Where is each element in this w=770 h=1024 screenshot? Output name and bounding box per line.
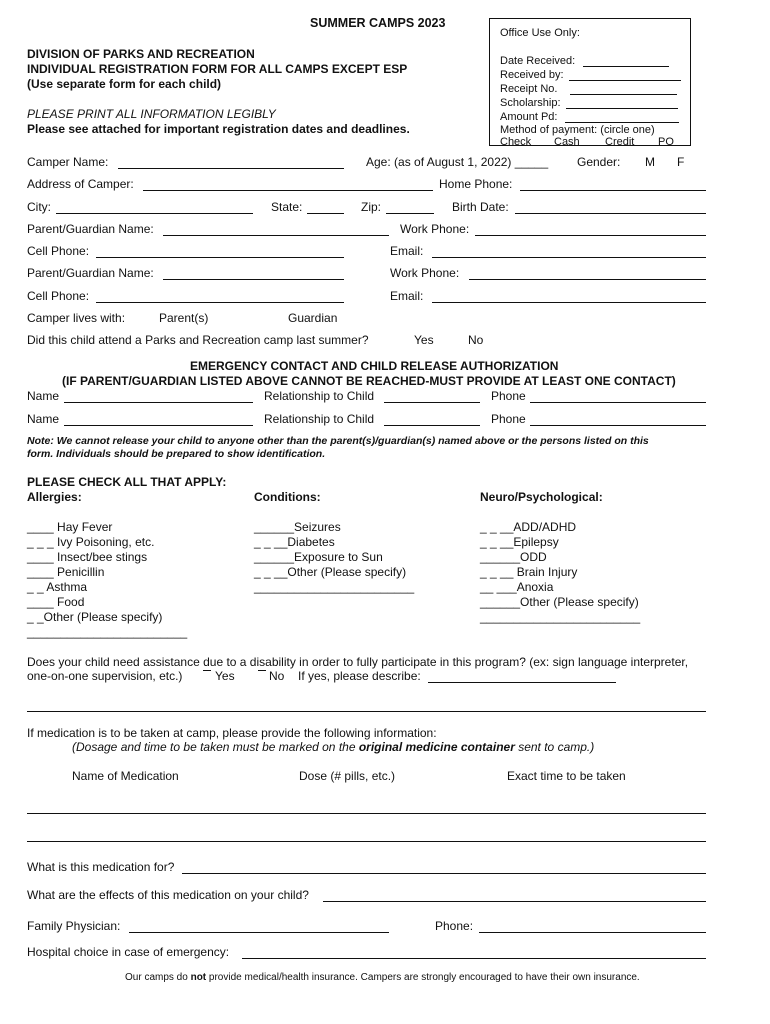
neuro-title: Neuro/Psychological: [480,490,603,504]
work-phone-1-label: Work Phone: [400,222,470,236]
city-label: City: [27,200,51,214]
insurance-footer-note [125,972,640,984]
footer-part1: Our camps do [125,972,191,983]
allergy-insect-stings[interactable]: ____ Insect/bee stings [27,550,148,564]
scholarship-label: Scholarship: [500,97,561,109]
form-title: SUMMER CAMPS 2023 [310,16,446,30]
emergency-phone-1-label: Phone [491,389,526,403]
medication-name-header: Name of Medication [72,769,179,783]
birth-date-label: Birth Date: [452,200,509,214]
disability-yes-checkbox[interactable] [203,670,211,671]
condition-sun-exposure[interactable]: ______Exposure to Sun [254,550,383,564]
medication-intro: If medication is to be taken at camp, please provide the following information: [27,726,437,740]
physician-phone-label: Phone: [435,919,474,933]
medication-purpose-label: What is this medication for? [27,860,175,874]
birth-date-field[interactable] [515,213,706,214]
physician-field[interactable] [129,932,389,933]
medication-instruction-part3: sent to camp.) [514,740,595,754]
disability-yes-option[interactable]: Yes [215,669,235,683]
emergency-name-1-label: Name [27,389,60,403]
allergy-food[interactable]: ____ Food [27,595,85,609]
allergy-hay-fever[interactable]: ____ Hay Fever [27,520,113,534]
work-phone-1-field[interactable] [475,235,706,236]
condition-other-specify-field[interactable]: ________________________ [254,580,415,594]
condition-other[interactable]: _ _ __Other (Please specify) [254,565,407,579]
medication-dose-header: Dose (# pills, etc.) [299,769,396,783]
guardian-name-2-label: Parent/Guardian Name: [27,266,154,280]
emergency-phone-1-field[interactable] [530,402,706,403]
receipt-no-field[interactable] [570,94,677,95]
payment-check-option[interactable]: Check [500,136,532,148]
state-field[interactable] [307,213,344,214]
date-received-label: Date Received: [500,55,576,67]
received-by-field[interactable] [569,80,681,81]
home-phone-field[interactable] [520,190,706,191]
date-received-field[interactable] [583,66,669,67]
medication-instruction-part1: (Dosage and time to be taken must be marked on the [72,740,359,754]
disability-describe-field[interactable] [428,682,616,683]
footer-part3: provide medical/health insurance. Campers are strongly encouraged to have their own insurance. [206,972,640,983]
allergies-title: Allergies: [27,490,82,504]
see-attached-note: Please see attached for important registration dates and deadlines. [27,122,410,136]
email-1-label: Email: [390,244,424,258]
neuro-odd[interactable]: ______ODD [480,550,547,564]
camper-name-field[interactable] [118,168,344,169]
neuro-other-specify-field[interactable]: ________________________ [480,610,641,624]
home-phone-label: Home Phone: [439,177,513,191]
medication-instruction [72,741,594,755]
address-label: Address of Camper: [27,177,134,191]
medication-effects-field[interactable] [323,901,706,902]
emergency-subheading: (IF PARENT/GUARDIAN LISTED ABOVE CANNOT BE REACHED-MUST PROVIDE AT LEAST ONE CONTACT) [62,374,676,388]
lives-with-parents-option[interactable]: Parent(s) [159,311,209,325]
allergy-other[interactable]: _ _Other (Please specify) [27,610,163,624]
email-2-field[interactable] [432,302,706,303]
payment-method-label: Method of payment: (circle one) [500,124,655,136]
emergency-relationship-1-label: Relationship to Child [264,389,375,403]
cell-phone-2-field[interactable] [96,302,344,303]
medication-purpose-field[interactable] [182,873,706,874]
medication-effects-label: What are the effects of this medication on your child? [27,888,309,902]
emergency-phone-2-field[interactable] [530,425,706,426]
payment-credit-option[interactable]: Credit [605,136,635,148]
disability-no-checkbox[interactable] [258,670,266,671]
release-note-line1: Note: We cannot release your child to anyone other than the parent(s)/guardian(s) named above or the persons listed on this [27,435,649,447]
attended-no-option[interactable]: No [468,333,484,347]
lives-with-label: Camper lives with: [27,311,126,325]
email-1-field[interactable] [432,257,706,258]
emergency-name-1-field[interactable] [64,402,253,403]
work-phone-2-label: Work Phone: [390,266,460,280]
guardian-name-1-field[interactable] [163,235,389,236]
separate-form-note: (Use separate form for each child) [27,77,222,91]
disability-question-line1: Does your child need assistance due to a disability in order to fully participate in this program? (ex: sign language interpreter, [27,655,689,669]
cell-phone-2-label: Cell Phone: [27,289,90,303]
allergy-asthma[interactable]: _ _ Asthma [27,580,88,594]
neuro-brain-injury[interactable]: _ _ __ Brain Injury [480,565,578,579]
check-all-heading: PLEASE CHECK ALL THAT APPLY: [27,475,227,489]
age-label[interactable]: Age: (as of August 1, 2022) _____ [366,155,549,169]
email-2-label: Email: [390,289,424,303]
gender-f-option[interactable]: F [677,155,685,169]
conditions-title: Conditions: [254,490,321,504]
print-legibly-note: PLEASE PRINT ALL INFORMATION LEGIBLY [27,107,276,121]
disability-no-option[interactable]: No [269,669,285,683]
condition-seizures[interactable]: ______Seizures [254,520,341,534]
receipt-no-label: Receipt No. [500,83,558,95]
guardian-name-2-field[interactable] [163,279,344,280]
hospital-field[interactable] [242,958,706,959]
lives-with-guardian-option[interactable]: Guardian [288,311,338,325]
zip-label: Zip: [361,200,382,214]
neuro-add-adhd[interactable]: _ _ __ADD/ADHD [480,520,577,534]
payment-po-option[interactable]: PO [658,136,674,148]
received-by-label: Received by: [500,69,564,81]
zip-field[interactable] [386,213,434,214]
medication-instruction-emphasis: original medicine container [358,740,515,754]
neuro-other[interactable]: ______Other (Please specify) [480,595,639,609]
office-use-title: Office Use Only: [500,27,580,39]
medication-entry-line-2[interactable] [27,841,706,842]
physician-label: Family Physician: [27,919,121,933]
division-name: DIVISION OF PARKS AND RECREATION [27,47,255,61]
emergency-heading: EMERGENCY CONTACT AND CHILD RELEASE AUTHORIZATION [190,359,559,373]
allergy-penicillin[interactable]: ____ Penicillin [27,565,105,579]
allergy-other-specify-field[interactable]: ________________________ [27,625,188,639]
neuro-epilepsy[interactable]: _ _ __Epilepsy [480,535,559,549]
address-field[interactable] [143,190,433,191]
emergency-relationship-1-field[interactable] [384,402,480,403]
disability-describe-label: If yes, please describe: [298,669,421,683]
state-label: State: [271,200,303,214]
emergency-relationship-2-label: Relationship to Child [264,412,375,426]
office-use-box [489,18,691,146]
condition-diabetes[interactable]: _ _ __Diabetes [254,535,335,549]
city-field[interactable] [56,213,253,214]
footer-emphasis: not [190,972,207,983]
payment-cash-option[interactable]: Cash [554,136,580,148]
medication-time-header: Exact time to be taken [507,769,626,783]
emergency-phone-2-label: Phone [491,412,526,426]
release-note-line2: form. Individuals should be prepared to show identification. [27,448,326,460]
physician-phone-field[interactable] [479,932,706,933]
amount-pd-label: Amount Pd: [500,111,558,123]
emergency-name-2-field[interactable] [64,425,253,426]
work-phone-2-field[interactable] [469,279,706,280]
gender-label: Gender: [577,155,621,169]
allergy-ivy-poisoning[interactable]: _ _ _ Ivy Poisoning, etc. [27,535,155,549]
amount-pd-field[interactable] [565,122,679,123]
neuro-anoxia[interactable]: __ ___Anoxia [480,580,554,594]
cell-phone-1-label: Cell Phone: [27,244,90,258]
emergency-relationship-2-field[interactable] [384,425,480,426]
guardian-name-1-label: Parent/Guardian Name: [27,222,154,236]
attended-yes-option[interactable]: Yes [414,333,434,347]
medication-entry-line-1[interactable] [27,813,706,814]
camper-name-label: Camper Name: [27,155,109,169]
disability-describe-line2[interactable] [27,711,706,712]
cell-phone-1-field[interactable] [96,257,344,258]
hospital-label: Hospital choice in case of emergency: [27,945,230,959]
scholarship-field[interactable] [566,108,678,109]
attended-last-summer-label: Did this child attend a Parks and Recreation camp last summer? [27,333,369,347]
disability-question-line2: one-on-one supervision, etc.) [27,669,183,683]
gender-m-option[interactable]: M [645,155,655,169]
form-name: INDIVIDUAL REGISTRATION FORM FOR ALL CAMPS EXCEPT ESP [27,62,408,76]
emergency-name-2-label: Name [27,412,60,426]
